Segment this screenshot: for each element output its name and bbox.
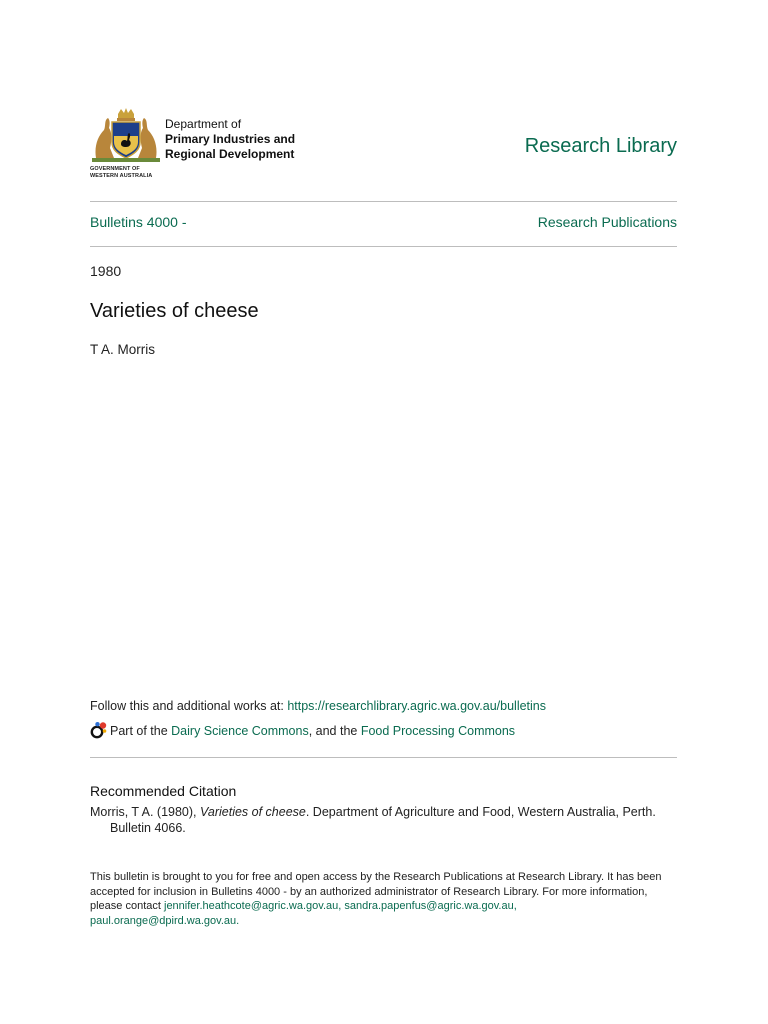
government-label [90,166,162,179]
bulletins-url-link[interactable]: https://researchlibrary.agric.wa.gov.au/bulletins [287,699,547,713]
recommended-citation-heading: Recommended Citation [90,783,237,799]
document-author: T A. Morris [90,342,156,357]
research-library-link[interactable]: Research Library [524,135,677,157]
breadcrumb-bulletins-link[interactable]: Bulletins 4000 - [90,214,187,230]
citation-divider [90,757,677,758]
part-of-middle: , and the [308,724,361,738]
citation-author-year: Morris, T A. (1980), [90,805,200,819]
coat-of-arms-icon [90,106,162,168]
citation-rest: . Department of Agriculture and Food, Western Australia, Perth. [305,805,656,819]
follow-prefix: Follow this and additional works at: [90,699,288,713]
department-logo[interactable] [90,106,310,182]
department-name [165,117,315,162]
gov-line-1: GOVERNMENT OF [90,166,140,172]
dept-line-2: Primary Industries and [165,132,296,146]
dairy-science-commons-link[interactable]: Dairy Science Commons [171,724,309,738]
header [90,106,677,184]
dept-line-3: Regional Development [165,147,295,161]
gov-line-2: WESTERN AUSTRALIA [90,172,153,179]
citation-bulletin: Bulletin 4066. [110,821,186,835]
part-of-prefix: Part of the [110,724,172,738]
part-of-line [90,721,515,741]
citation-title: Varieties of cheese [200,805,306,819]
network-icon [90,721,108,739]
email-link-heathcote[interactable]: jennifer.heathcote@agric.wa.gov.au, [164,900,342,913]
top-divider [90,201,677,202]
food-processing-commons-link[interactable]: Food Processing Commons [360,724,516,738]
document-title: Varieties of cheese [90,300,259,322]
access-notice [90,870,677,928]
follow-works-line [90,699,546,713]
email-link-papenfus[interactable]: sandra.papenfus@agric.wa.gov.au, [344,900,517,913]
page [90,0,677,1024]
dept-line-1: Department of [165,117,242,131]
email-link-orange[interactable]: paul.orange@dpird.wa.gov.au. [90,914,240,927]
breadcrumb-divider [90,246,677,247]
publication-year: 1980 [90,263,122,279]
notice-text: This bulletin is brought to you for free and open access by the Research Publications at Research Library. It has been accepted for inclusion in Bulletins 4000 - by an authorized administrator of Research Library. For more information, please contact [90,871,662,913]
citation-text [90,804,677,836]
breadcrumb-research-publications-link[interactable]: Research Publications [537,214,677,230]
